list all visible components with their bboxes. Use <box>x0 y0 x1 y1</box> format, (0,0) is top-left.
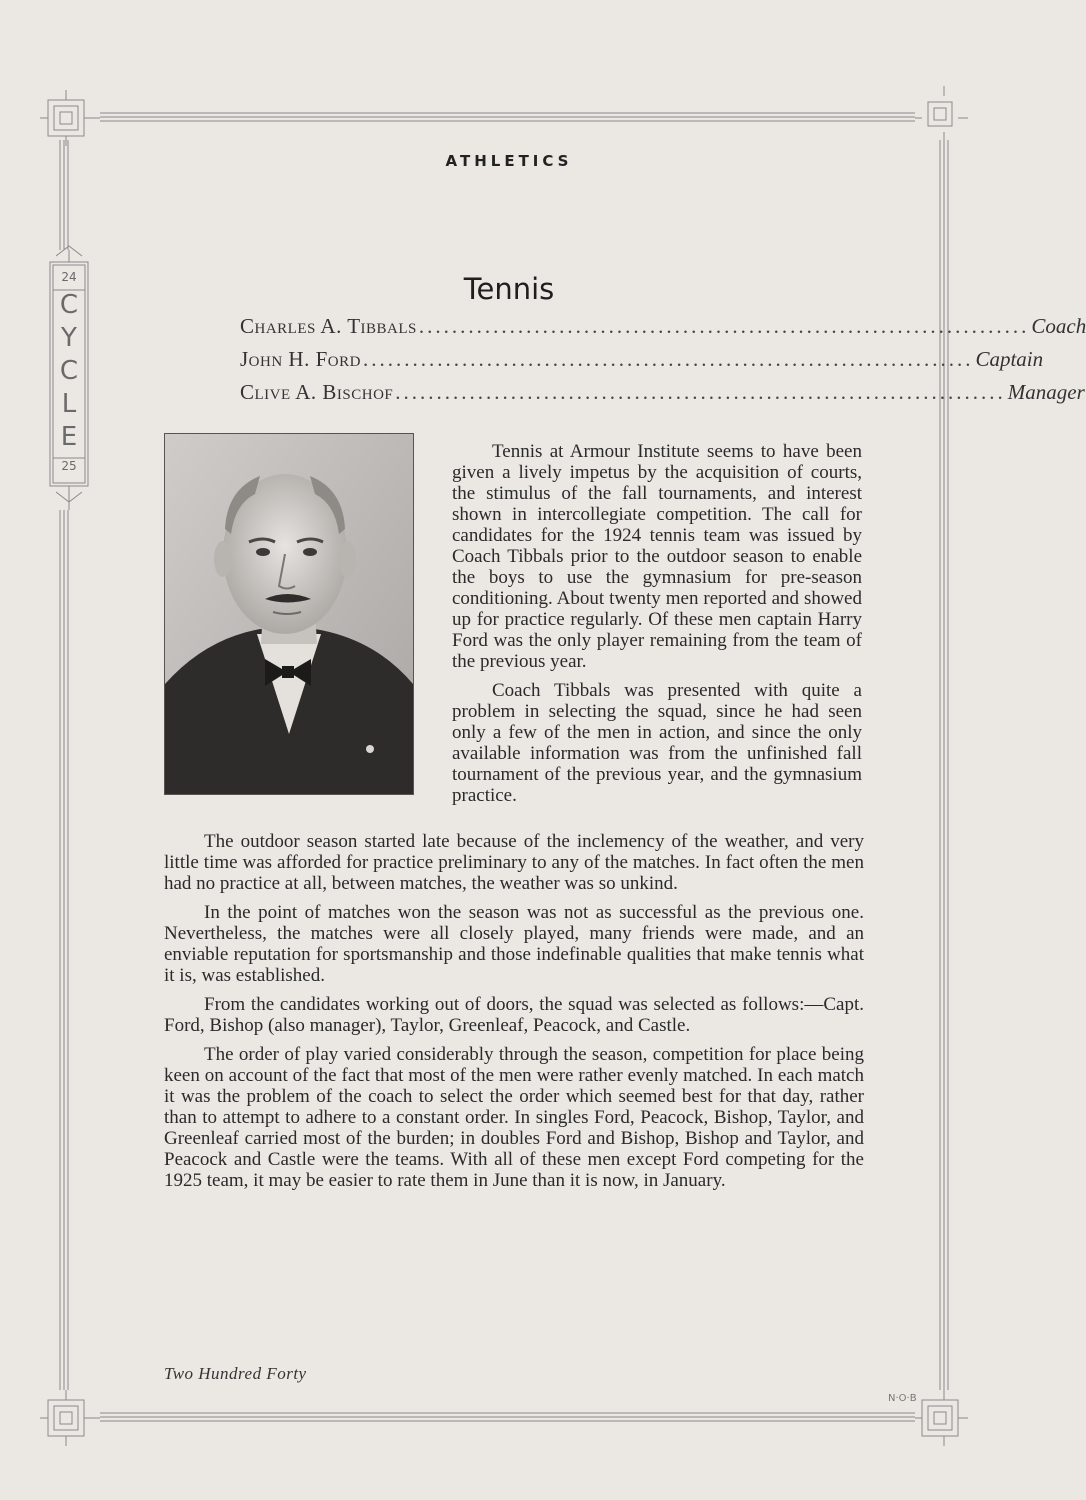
paragraph: In the point of matches won the season was not as successful as the previous one. Nevertheless, the matches were all closely played, many friends were made, and an enviable reputation for sportsmanship and those indefinable qualities that make tennis what it is, was established. <box>164 902 864 986</box>
paragraph: The order of play varied considerably through the season, competition for place being keen on account of the fact that most of the men were rather evenly matched. In each match it was the problem of the coach to select the order which seemed best for that day, rather than to attempt to adhere to a constant order. In singles Ford, Peacock, Bishop, Taylor, and Greenleaf carried most of the burden; in doubles Ford and Bishop, Bishop and Taylor, and Peacock and Castle were the teams. With all of these men except Ford competing for the 1925 team, it may be easier to rate them in June than it is now, in January. <box>164 1044 864 1191</box>
intro-column <box>452 441 862 814</box>
roster-role: Manager <box>1007 380 1085 404</box>
corner-ornament-bottom-left <box>40 1390 100 1446</box>
article-title: Tennis <box>463 272 555 306</box>
emblem-letter: Y <box>61 323 77 353</box>
roster-name: John H. Ford <box>240 347 361 371</box>
corner-ornament-top-right <box>915 86 968 142</box>
roster-row <box>240 380 1085 413</box>
roster-name: Clive A. Bischof <box>240 380 394 404</box>
roster-role: Captain <box>975 347 1044 371</box>
emblem-letter: E <box>60 422 78 452</box>
body-column <box>164 831 864 1199</box>
emblem-letters <box>53 289 85 454</box>
corner-ornament-top-left <box>40 90 100 146</box>
dot-leader: .......................................................................... <box>395 380 1006 404</box>
emblem-year-bottom: 25 <box>61 459 77 473</box>
page-number-label: Two Hundred Forty <box>164 1364 307 1383</box>
paragraph: Tennis at Armour Institute seems to have been given a lively impetus by the acquisition of courts, the stimulus of the fall tournaments, and interest shown in intercollegiate competition. The call for candidates for the 1924 tennis team was issued by Coach Tibbals prior to the outdoor season to enable the boys to use the gymnasium for pre-season conditioning. About twenty men reported and showed up for practice regularly. Of these men captain Harry Ford was the only player remaining from the team of the previous year. <box>452 441 862 672</box>
emblem-year-top: 24 <box>61 270 77 284</box>
artist-mark: N·O·B <box>888 1393 917 1404</box>
staff-roster <box>240 314 1086 413</box>
corner-ornament-bottom-right <box>915 1390 968 1446</box>
dot-leader: .......................................................................... <box>418 314 1030 338</box>
paragraph: From the candidates working out of doors, the squad was selected as follows:—Capt. Ford, Bishop (also manager), Taylor, Greenleaf, Peacock, and Castle. <box>164 994 864 1036</box>
paragraph: The outdoor season started late because of the inclemency of the weather, and very little time was afforded for practice preliminary to any of the matches. In fact often the men had no practice at all, between matches, the weather was so unkind. <box>164 831 864 894</box>
paragraph: Coach Tibbals was presented with quite a problem in selecting the squad, since he had seen only a few of the men in action, and since the only available information was from the unfinished fall tournament of the previous year, and the gymnasium practice. <box>452 680 862 806</box>
roster-name: Charles A. Tibbals <box>240 314 417 338</box>
emblem-letter: L <box>61 389 77 419</box>
portrait-image <box>165 434 413 794</box>
roster-row <box>240 347 1044 380</box>
emblem-letter: C <box>59 290 79 320</box>
emblem-letter: C <box>59 356 79 386</box>
dot-leader: .......................................................................... <box>362 347 974 371</box>
section-header: ATHLETICS <box>445 152 573 170</box>
roster-row <box>240 314 1086 347</box>
roster-role: Coach <box>1031 314 1086 338</box>
coach-portrait-photo <box>164 433 414 795</box>
